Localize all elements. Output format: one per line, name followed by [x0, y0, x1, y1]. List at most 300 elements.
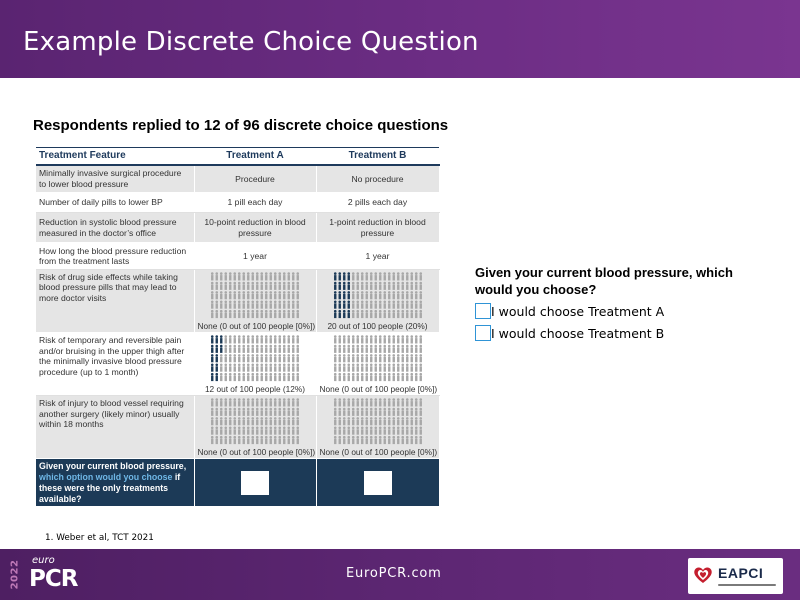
person-icon — [338, 399, 341, 407]
person-icon — [224, 417, 227, 425]
person-icon — [229, 335, 232, 343]
person-icon — [233, 354, 236, 362]
person-icon — [278, 282, 281, 290]
person-icon — [410, 427, 413, 435]
person-icon — [256, 354, 259, 362]
feature-cell: Minimally invasive surgical procedure to lower blood pressure — [36, 165, 194, 193]
person-icon — [405, 354, 408, 362]
person-icon — [211, 301, 214, 309]
person-icon — [238, 427, 241, 435]
person-icon — [414, 301, 417, 309]
person-icon — [229, 310, 232, 318]
person-icon — [356, 436, 359, 444]
person-icon — [251, 417, 254, 425]
choose-treatment-a-checkbox[interactable] — [241, 471, 269, 495]
person-icon — [260, 354, 263, 362]
person-icon — [278, 373, 281, 381]
person-icon-affected — [347, 291, 350, 299]
slide-subtitle: Respondents replied to 12 of 96 discrete choice questions — [33, 117, 449, 134]
person-icon — [242, 417, 245, 425]
person-icon — [356, 335, 359, 343]
person-icon — [238, 417, 241, 425]
table-row — [36, 213, 439, 243]
checkbox-treatment-b[interactable] — [475, 325, 491, 341]
person-icon — [247, 291, 250, 299]
eapci-logo-subline — [718, 584, 776, 586]
person-icon — [351, 364, 354, 372]
person-icon — [360, 301, 363, 309]
person-icon — [238, 345, 241, 353]
person-icon — [274, 417, 277, 425]
person-icon — [387, 291, 390, 299]
person-icon — [410, 408, 413, 416]
person-icon — [374, 310, 377, 318]
person-icon — [338, 335, 341, 343]
person-icon — [360, 427, 363, 435]
person-icon — [351, 345, 354, 353]
person-icon — [283, 408, 286, 416]
person-icon — [220, 272, 223, 280]
person-icon — [260, 301, 263, 309]
person-icon — [274, 335, 277, 343]
person-icon — [374, 291, 377, 299]
person-icon — [405, 408, 408, 416]
person-icon — [360, 354, 363, 362]
person-icon — [419, 282, 422, 290]
person-icon — [256, 399, 259, 407]
person-icon — [414, 335, 417, 343]
person-icon — [410, 399, 413, 407]
person-icon — [392, 354, 395, 362]
person-icon — [287, 373, 290, 381]
person-icon — [356, 399, 359, 407]
person-icon — [292, 272, 295, 280]
person-icon — [278, 399, 281, 407]
risk-caption: None (0 out of 100 people [0%]) — [197, 321, 316, 331]
person-icon — [283, 345, 286, 353]
person-icon — [387, 310, 390, 318]
person-icon — [414, 408, 417, 416]
person-icon — [392, 282, 395, 290]
person-icon — [365, 291, 368, 299]
person-icon — [347, 427, 350, 435]
person-icon — [274, 310, 277, 318]
person-icon — [224, 408, 227, 416]
person-icon — [405, 310, 408, 318]
person-icon — [233, 272, 236, 280]
person-icon — [378, 399, 381, 407]
person-icon — [369, 354, 372, 362]
person-icon — [274, 373, 277, 381]
person-icon — [274, 301, 277, 309]
person-icon — [229, 354, 232, 362]
person-icon — [256, 364, 259, 372]
person-icon — [405, 427, 408, 435]
person-icon — [369, 373, 372, 381]
person-icon — [369, 364, 372, 372]
person-icon — [247, 272, 250, 280]
person-icon — [360, 291, 363, 299]
person-icon — [292, 310, 295, 318]
person-icon — [338, 354, 341, 362]
choose-treatment-b-checkbox[interactable] — [364, 471, 392, 495]
person-icon — [233, 399, 236, 407]
treatment-b-cell: 1-point reduction in blood pressure — [316, 213, 439, 243]
person-icon — [401, 345, 404, 353]
person-icon — [292, 301, 295, 309]
person-icon — [283, 301, 286, 309]
person-icon-affected — [333, 310, 336, 318]
person-icon — [338, 373, 341, 381]
person-icon — [419, 272, 422, 280]
person-icon — [387, 399, 390, 407]
feature-cell: How long the blood pressure reduction from the treatment lasts — [36, 243, 194, 270]
table-row — [36, 396, 439, 459]
person-icon — [278, 354, 281, 362]
person-icon — [351, 436, 354, 444]
person-icon — [211, 427, 214, 435]
person-icon — [296, 291, 299, 299]
person-icon — [356, 354, 359, 362]
person-icon — [410, 310, 413, 318]
person-icon — [383, 373, 386, 381]
person-icon — [365, 282, 368, 290]
person-icon — [347, 364, 350, 372]
column-header: Treatment B — [316, 148, 439, 165]
person-icon — [283, 310, 286, 318]
person-icon — [220, 310, 223, 318]
person-icon — [224, 310, 227, 318]
person-icon — [338, 364, 341, 372]
discrete-choice-table — [36, 147, 440, 507]
person-icon — [392, 436, 395, 444]
person-icon — [256, 272, 259, 280]
person-icon — [292, 335, 295, 343]
person-icon — [338, 436, 341, 444]
person-icon — [265, 399, 268, 407]
person-icon — [333, 364, 336, 372]
person-icon — [278, 364, 281, 372]
slide-title: Example Discrete Choice Question — [23, 27, 479, 57]
person-icon — [283, 399, 286, 407]
heart-icon — [692, 564, 714, 586]
person-icon — [356, 310, 359, 318]
person-icon — [333, 399, 336, 407]
person-icon-affected — [211, 354, 214, 362]
person-icon — [410, 436, 413, 444]
person-icon — [356, 282, 359, 290]
person-icon — [360, 408, 363, 416]
person-icon-affected — [347, 272, 350, 280]
person-icon — [296, 272, 299, 280]
person-icon — [374, 282, 377, 290]
person-icon — [215, 436, 218, 444]
person-icon — [378, 427, 381, 435]
person-icon — [256, 291, 259, 299]
person-icon — [296, 301, 299, 309]
choice-question: Given your current blood pressure, which would you choose? — [475, 265, 733, 297]
person-icon — [396, 373, 399, 381]
person-icon — [260, 282, 263, 290]
person-icon — [383, 354, 386, 362]
person-icon — [387, 408, 390, 416]
person-icon — [238, 335, 241, 343]
person-icon — [265, 345, 268, 353]
person-icon — [287, 301, 290, 309]
person-icon — [360, 399, 363, 407]
person-icon — [396, 291, 399, 299]
person-icon — [220, 417, 223, 425]
person-icon — [351, 291, 354, 299]
eapci-logo-text: EAPCI — [718, 565, 764, 581]
person-icon — [238, 373, 241, 381]
person-icon — [360, 436, 363, 444]
person-icon — [369, 301, 372, 309]
person-icon — [220, 354, 223, 362]
person-icon — [369, 335, 372, 343]
person-icon — [378, 408, 381, 416]
person-icon — [292, 282, 295, 290]
person-icon — [338, 427, 341, 435]
person-icon — [396, 427, 399, 435]
person-icon — [260, 272, 263, 280]
people-icon-grid — [333, 335, 423, 382]
person-icon — [383, 399, 386, 407]
person-icon — [283, 291, 286, 299]
person-icon — [338, 345, 341, 353]
person-icon — [283, 427, 286, 435]
person-icon — [238, 272, 241, 280]
choose-b-cell — [316, 459, 439, 507]
person-icon — [396, 436, 399, 444]
person-icon — [292, 345, 295, 353]
person-icon — [405, 345, 408, 353]
person-icon — [269, 417, 272, 425]
person-icon — [292, 354, 295, 362]
person-icon — [369, 282, 372, 290]
table-header-row — [36, 148, 439, 165]
final-question-suffix: if these were the only treatments available? — [39, 472, 181, 504]
person-icon — [256, 427, 259, 435]
person-icon-affected — [338, 301, 341, 309]
eapci-logo — [688, 558, 783, 594]
person-icon-affected — [215, 373, 218, 381]
person-icon — [238, 354, 241, 362]
person-icon — [215, 417, 218, 425]
person-icon — [265, 354, 268, 362]
person-icon — [401, 408, 404, 416]
person-icon — [256, 436, 259, 444]
table-row — [36, 333, 439, 396]
person-icon — [342, 354, 345, 362]
person-icon — [347, 408, 350, 416]
person-icon — [378, 345, 381, 353]
person-icon — [396, 272, 399, 280]
table-row — [36, 193, 439, 213]
final-question-highlight: which option would you choose — [39, 472, 173, 483]
person-icon-affected — [215, 335, 218, 343]
person-icon — [220, 291, 223, 299]
person-icon — [296, 417, 299, 425]
person-icon — [365, 310, 368, 318]
person-icon — [211, 436, 214, 444]
person-icon — [401, 399, 404, 407]
person-icon — [405, 282, 408, 290]
person-icon — [396, 408, 399, 416]
person-icon — [260, 373, 263, 381]
person-icon — [419, 364, 422, 372]
person-icon — [374, 364, 377, 372]
person-icon — [374, 335, 377, 343]
person-icon — [392, 417, 395, 425]
option-treatment-a[interactable] — [475, 303, 664, 319]
person-icon — [378, 272, 381, 280]
person-icon — [374, 272, 377, 280]
person-icon-affected — [220, 335, 223, 343]
checkbox-treatment-a[interactable] — [475, 303, 491, 319]
person-icon — [365, 373, 368, 381]
person-icon — [224, 427, 227, 435]
person-icon — [356, 291, 359, 299]
person-icon — [383, 282, 386, 290]
person-icon — [269, 282, 272, 290]
person-icon — [414, 345, 417, 353]
header-banner — [0, 0, 800, 78]
person-icon — [414, 291, 417, 299]
person-icon — [247, 373, 250, 381]
person-icon — [238, 399, 241, 407]
person-icon — [247, 354, 250, 362]
person-icon — [296, 373, 299, 381]
person-icon — [401, 282, 404, 290]
person-icon — [269, 345, 272, 353]
person-icon — [274, 399, 277, 407]
person-icon — [365, 354, 368, 362]
person-icon — [360, 373, 363, 381]
treatment-b-cell — [316, 270, 439, 333]
treatment-a-cell: Procedure — [194, 165, 316, 193]
person-icon — [414, 354, 417, 362]
person-icon — [333, 427, 336, 435]
footer-url: EuroPCR.com — [346, 566, 442, 581]
person-icon — [292, 364, 295, 372]
person-icon — [383, 345, 386, 353]
person-icon — [347, 354, 350, 362]
person-icon — [292, 291, 295, 299]
person-icon — [211, 408, 214, 416]
person-icon — [356, 408, 359, 416]
person-icon — [269, 335, 272, 343]
person-icon — [414, 310, 417, 318]
person-icon — [356, 373, 359, 381]
person-icon — [224, 354, 227, 362]
person-icon — [410, 282, 413, 290]
person-icon — [278, 417, 281, 425]
person-icon-affected — [347, 310, 350, 318]
person-icon — [274, 364, 277, 372]
person-icon-affected — [220, 345, 223, 353]
person-icon — [229, 364, 232, 372]
person-icon — [396, 310, 399, 318]
treatment-a-cell — [194, 270, 316, 333]
person-icon — [338, 417, 341, 425]
person-icon — [405, 301, 408, 309]
person-icon — [233, 291, 236, 299]
person-icon — [296, 335, 299, 343]
person-icon — [238, 301, 241, 309]
person-icon — [342, 436, 345, 444]
person-icon-affected — [333, 291, 336, 299]
person-icon — [405, 364, 408, 372]
person-icon — [220, 364, 223, 372]
person-icon — [211, 291, 214, 299]
person-icon — [224, 373, 227, 381]
person-icon — [283, 335, 286, 343]
final-question-row — [36, 459, 439, 507]
person-icon-affected — [211, 335, 214, 343]
europcr-logo: PCR — [29, 566, 78, 592]
person-icon — [292, 417, 295, 425]
person-icon — [396, 364, 399, 372]
person-icon — [419, 436, 422, 444]
person-icon — [360, 335, 363, 343]
person-icon — [247, 364, 250, 372]
person-icon — [269, 436, 272, 444]
person-icon — [351, 427, 354, 435]
person-icon — [247, 310, 250, 318]
person-icon — [274, 272, 277, 280]
person-icon — [215, 310, 218, 318]
person-icon — [414, 373, 417, 381]
person-icon — [287, 335, 290, 343]
person-icon — [256, 282, 259, 290]
final-question-prefix: Given your current blood pressure, — [39, 461, 187, 472]
person-icon — [360, 310, 363, 318]
person-icon — [347, 399, 350, 407]
person-icon — [351, 408, 354, 416]
person-icon — [265, 301, 268, 309]
person-icon — [220, 436, 223, 444]
person-icon — [242, 373, 245, 381]
person-icon — [260, 408, 263, 416]
person-icon — [342, 427, 345, 435]
person-icon — [356, 301, 359, 309]
person-icon — [378, 417, 381, 425]
person-icon — [333, 373, 336, 381]
person-icon — [351, 335, 354, 343]
feature-cell: Risk of drug side effects while taking blood pressure pills that may lead to more doctor visits — [36, 270, 194, 333]
person-icon — [265, 282, 268, 290]
person-icon — [287, 417, 290, 425]
person-icon — [265, 310, 268, 318]
people-icon-grid — [333, 272, 423, 319]
person-icon — [378, 354, 381, 362]
person-icon — [342, 417, 345, 425]
person-icon — [283, 417, 286, 425]
person-icon — [392, 399, 395, 407]
person-icon — [220, 408, 223, 416]
person-icon — [274, 282, 277, 290]
treatment-b-cell: No procedure — [316, 165, 439, 193]
person-icon — [238, 408, 241, 416]
person-icon — [229, 417, 232, 425]
person-icon — [387, 345, 390, 353]
person-icon — [256, 335, 259, 343]
option-treatment-b[interactable] — [475, 325, 664, 341]
person-icon — [229, 291, 232, 299]
person-icon — [224, 272, 227, 280]
person-icon — [247, 345, 250, 353]
